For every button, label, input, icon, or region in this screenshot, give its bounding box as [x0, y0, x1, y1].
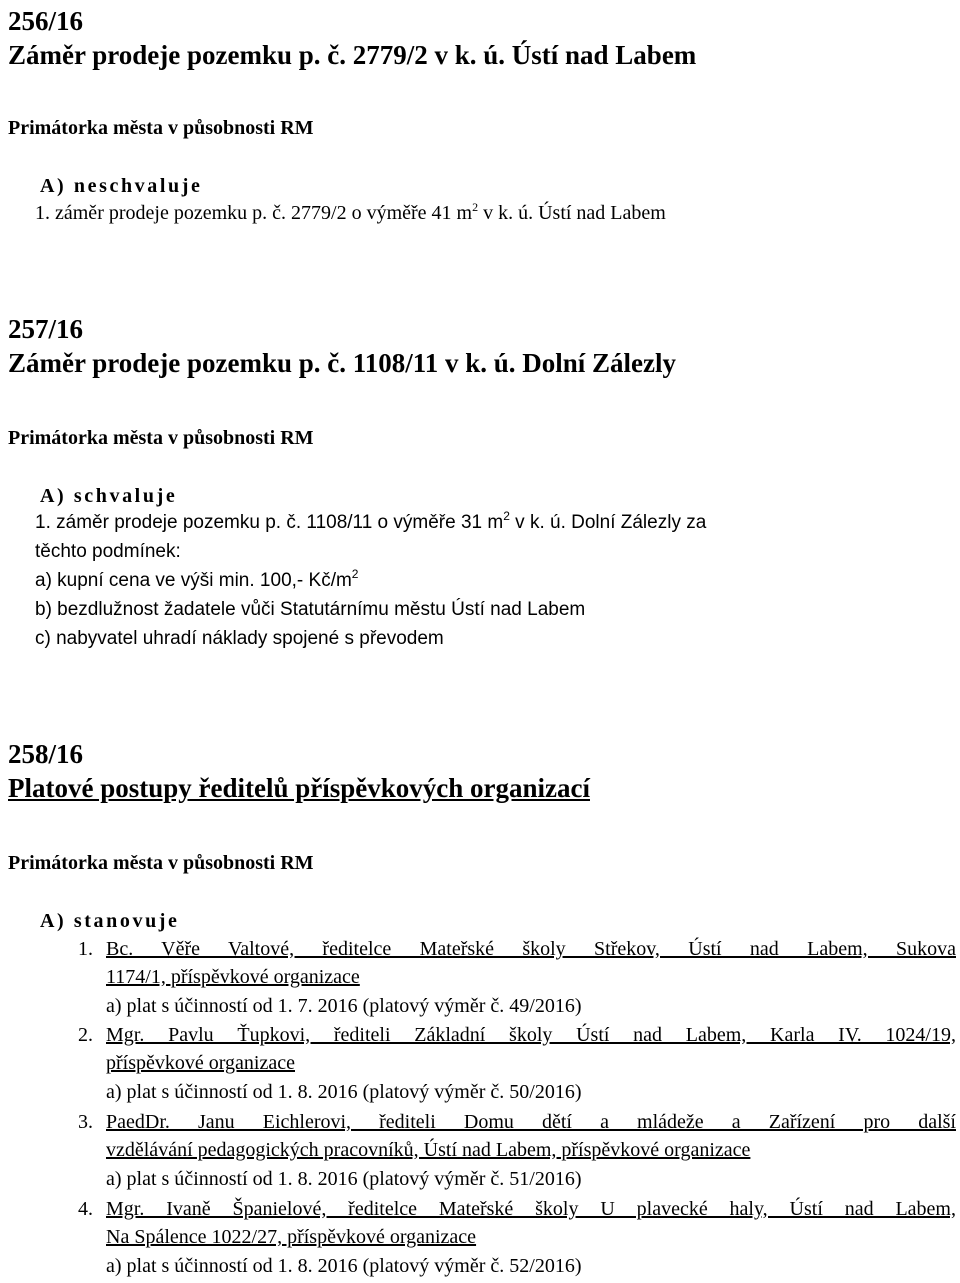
authority-line: Primátorka města v působnosti RM	[8, 117, 314, 139]
action-heading: A) neschvaluje	[40, 175, 203, 197]
list-item: 1. záměr prodeje pozemku p. č. 1108/11 o výměře 31 $m^2$ v k. ú. Dolní Zálezly za	[35, 509, 707, 533]
condition-c: c) nabyvatel uhradí náklady spojené s převodem	[35, 628, 444, 649]
list-item: 1. záměr prodeje pozemku p. č. 2779/2 o výměře 41 $m^2$ v k. ú. Ústí nad Labem	[35, 200, 666, 224]
resolution-258	[8, 737, 956, 805]
resolution-title: Záměr prodeje pozemku p. č. 2779/2 v k. ú. Ústí nad Labem	[8, 40, 697, 70]
resolution-number: 257/16	[8, 314, 84, 344]
action-heading: A) schvaluje	[40, 485, 178, 507]
resolution-256	[8, 4, 956, 72]
resolution-title: Platové postupy ředitelů příspěvkových organizací	[8, 773, 590, 803]
resolution-number: 256/16	[8, 6, 84, 36]
authority-line: Primátorka města v působnosti RM	[8, 852, 314, 874]
resolution-title: Záměr prodeje pozemku p. č. 1108/11 v k. ú. Dolní Zálezly	[8, 348, 677, 378]
condition-a: a) kupní cena ve výši min. 100,- $Kč/m^2$	[35, 567, 359, 591]
resolution-257	[8, 312, 956, 380]
resolution-number: 258/16	[8, 739, 84, 769]
authority-line: Primátorka města v působnosti RM	[8, 427, 314, 449]
condition-b: b) bezdlužnost žadatele vůči Statutárnímu městu Ústí nad Labem	[35, 599, 586, 620]
list-item-continuation: těchto podmínek:	[35, 541, 181, 562]
action-heading: A) stanovuje	[40, 910, 180, 932]
